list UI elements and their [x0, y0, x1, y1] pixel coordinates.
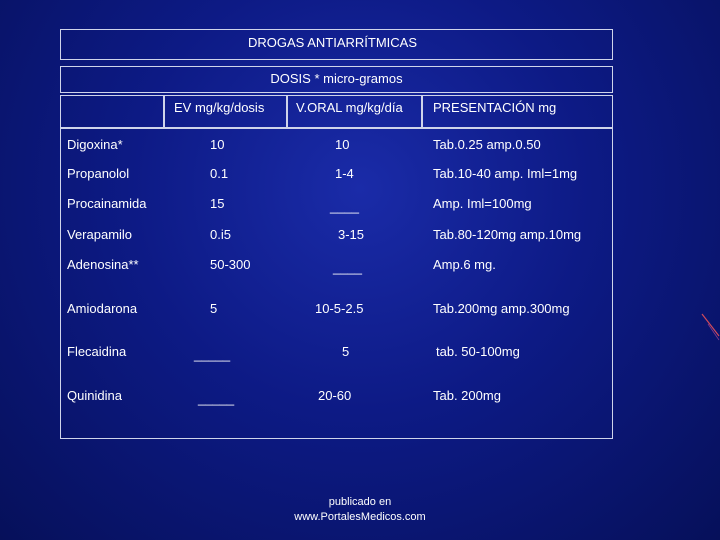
- oral-dose: ____: [333, 260, 362, 275]
- header-presentacion: PRESENTACIÓN mg: [433, 100, 557, 115]
- ev-dose: 5: [210, 301, 218, 316]
- drug-name: Quinidina: [67, 388, 122, 403]
- oral-dose: 1-4: [335, 166, 354, 181]
- header-divider: [60, 127, 613, 129]
- presentation: Amp.6 mg.: [433, 257, 496, 272]
- footer-link[interactable]: www.PortalesMedicos.com: [294, 511, 426, 523]
- oral-dose: ____: [330, 199, 359, 214]
- presentation: Tab.0.25 amp.0.50: [433, 137, 541, 152]
- ev-dose: _____: [198, 391, 235, 406]
- presentation: Tab.10-40 amp. Iml=1mg: [433, 166, 578, 181]
- table-title: DROGAS ANTIARRÍTMICAS: [247, 35, 418, 50]
- ev-dose: 15: [210, 196, 225, 211]
- presentation: Amp. Iml=100mg: [433, 196, 532, 211]
- oral-dose: 3-15: [338, 227, 365, 242]
- drug-name: Adenosina**: [67, 257, 139, 272]
- oral-dose: 5: [342, 344, 350, 359]
- decorative-stroke: [700, 312, 720, 342]
- drug-name: Flecaidina: [67, 344, 127, 359]
- column-divider: [421, 95, 423, 128]
- header-oral: V.ORAL mg/kg/día: [296, 100, 403, 115]
- drug-name: Digoxina*: [67, 137, 123, 152]
- column-divider: [286, 95, 288, 128]
- drug-name: Procainamida: [67, 196, 147, 211]
- drug-name: Amiodarona: [67, 301, 138, 316]
- drug-name: Verapamilo: [67, 227, 133, 242]
- presentation: Tab.200mg amp.300mg: [433, 301, 570, 316]
- oral-dose: 20-60: [318, 388, 352, 403]
- oral-dose: 10-5-2.5: [315, 301, 364, 316]
- column-divider: [163, 95, 165, 128]
- presentation: Tab.80-120mg amp.10mg: [433, 227, 582, 242]
- presentation: tab. 50-100mg: [436, 344, 520, 359]
- ev-dose: 10: [210, 137, 225, 152]
- ev-dose: _____: [194, 347, 231, 362]
- ev-dose: 0.1: [210, 166, 229, 181]
- header-ev: EV mg/kg/dosis: [174, 100, 265, 115]
- oral-dose: 10: [335, 137, 350, 152]
- ev-dose: 50-300: [210, 257, 251, 272]
- drug-name: Propanolol: [67, 166, 130, 181]
- dose-subtitle: DOSIS * micro-gramos: [270, 71, 403, 86]
- ev-dose: 0.i5: [210, 227, 231, 242]
- presentation: Tab. 200mg: [433, 388, 501, 403]
- footer-published: publicado en: [328, 496, 392, 508]
